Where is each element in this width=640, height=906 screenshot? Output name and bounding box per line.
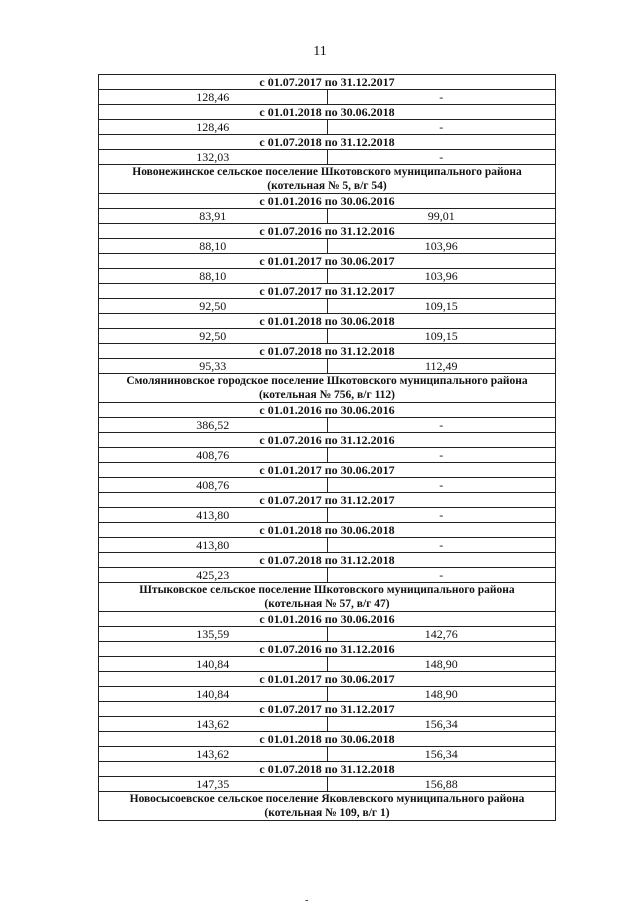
period-row <box>99 672 556 687</box>
region-title: (котельная № 5, в/г 54) <box>99 179 556 194</box>
tariff-value-1: 147,35 <box>99 777 328 792</box>
period-label: с 01.01.2017 по 30.06.2017 <box>99 254 556 269</box>
tariff-table-body <box>99 75 556 821</box>
period-row <box>99 254 556 269</box>
period-label: с 01.07.2017 по 31.12.2017 <box>99 75 556 90</box>
tariff-value-1: 140,84 <box>99 657 328 672</box>
tariff-values-row <box>99 269 556 284</box>
tariff-values-row <box>99 359 556 374</box>
tariff-value-2: 109,15 <box>327 329 556 344</box>
tariff-value-1: 132,03 <box>99 150 328 165</box>
tariff-values-row <box>99 568 556 583</box>
tariff-value-2: 156,34 <box>327 747 556 762</box>
tariff-value-2: 142,76 <box>327 627 556 642</box>
tariff-value-1: 408,76 <box>99 478 328 493</box>
period-label: с 01.07.2016 по 31.12.2016 <box>99 642 556 657</box>
tariff-values-row <box>99 120 556 135</box>
period-row <box>99 194 556 209</box>
tariff-value-2: 99,01 <box>327 209 556 224</box>
period-row <box>99 732 556 747</box>
period-row <box>99 762 556 777</box>
period-row <box>99 433 556 448</box>
period-row <box>99 224 556 239</box>
period-row <box>99 75 556 90</box>
period-label: с 01.07.2017 по 31.12.2017 <box>99 493 556 508</box>
tariff-value-2: 148,90 <box>327 657 556 672</box>
tariff-value-2: 156,34 <box>327 717 556 732</box>
period-row <box>99 344 556 359</box>
period-row <box>99 553 556 568</box>
tariff-values-row <box>99 747 556 762</box>
period-row <box>99 612 556 627</box>
tariff-value-1: 386,52 <box>99 418 328 433</box>
region-title: Новосысоевское сельское поселение Яковлевского муниципального района <box>99 792 556 807</box>
tariff-values-row <box>99 329 556 344</box>
tariff-value-2: - <box>327 90 556 105</box>
tariff-value-1: 92,50 <box>99 299 328 314</box>
tariff-value-1: 88,10 <box>99 239 328 254</box>
region-header-row <box>99 374 556 389</box>
region-title: Штыковское сельское поселение Шкотовского муниципального района <box>99 583 556 598</box>
region-header-row <box>99 597 556 612</box>
tariff-values-row <box>99 209 556 224</box>
region-header-row <box>99 388 556 403</box>
tariff-values-row <box>99 777 556 792</box>
period-label: с 01.07.2016 по 31.12.2016 <box>99 433 556 448</box>
tariff-values-row <box>99 448 556 463</box>
tariff-values-row <box>99 508 556 523</box>
period-row <box>99 314 556 329</box>
tariff-value-2: 103,96 <box>327 269 556 284</box>
tariff-value-2: - <box>327 418 556 433</box>
period-label: с 01.07.2016 по 31.12.2016 <box>99 224 556 239</box>
region-title: (котельная № 57, в/г 47) <box>99 597 556 612</box>
region-header-row <box>99 792 556 807</box>
tariff-values-row <box>99 478 556 493</box>
period-label: с 01.01.2017 по 30.06.2017 <box>99 672 556 687</box>
tariff-value-2: - <box>327 508 556 523</box>
tariff-value-2: 103,96 <box>327 239 556 254</box>
tariff-value-2: 109,15 <box>327 299 556 314</box>
period-row <box>99 702 556 717</box>
tariff-value-1: 95,33 <box>99 359 328 374</box>
tariff-value-2: 112,49 <box>327 359 556 374</box>
tariff-value-2: 148,90 <box>327 687 556 702</box>
period-row <box>99 493 556 508</box>
period-row <box>99 135 556 150</box>
region-header-row <box>99 165 556 180</box>
tariff-value-2: - <box>327 150 556 165</box>
tariff-value-2: - <box>327 538 556 553</box>
tariff-values-row <box>99 418 556 433</box>
tariff-value-1: 413,80 <box>99 508 328 523</box>
period-label: с 01.07.2017 по 31.12.2017 <box>99 702 556 717</box>
region-title: Новонежинское сельское поселение Шкотовского муниципального района <box>99 165 556 180</box>
tariff-value-1: 408,76 <box>99 448 328 463</box>
region-title: (котельная № 109, в/г 1) <box>99 806 556 821</box>
period-label: с 01.07.2017 по 31.12.2017 <box>99 284 556 299</box>
tariff-values-row <box>99 717 556 732</box>
period-label: с 01.01.2016 по 30.06.2016 <box>99 403 556 418</box>
period-row <box>99 523 556 538</box>
tariff-values-row <box>99 687 556 702</box>
tariff-value-1: 83,91 <box>99 209 328 224</box>
tariff-value-1: 128,46 <box>99 120 328 135</box>
tariff-value-1: 128,46 <box>99 90 328 105</box>
period-label: с 01.01.2018 по 30.06.2018 <box>99 732 556 747</box>
period-label: с 01.01.2016 по 30.06.2016 <box>99 194 556 209</box>
tariff-values-row <box>99 657 556 672</box>
region-title: (котельная № 756, в/г 112) <box>99 388 556 403</box>
period-row <box>99 463 556 478</box>
tariff-values-row <box>99 90 556 105</box>
tariff-value-2: - <box>327 478 556 493</box>
region-title: Смоляниновское городское поселение Шкотовского муниципального района <box>99 374 556 389</box>
tariff-value-2: - <box>327 448 556 463</box>
tariff-values-row <box>99 299 556 314</box>
period-label: с 01.01.2016 по 30.06.2016 <box>99 612 556 627</box>
period-row <box>99 105 556 120</box>
period-label: с 01.07.2018 по 31.12.2018 <box>99 135 556 150</box>
period-label: с 01.01.2018 по 30.06.2018 <box>99 523 556 538</box>
tariff-value-1: 140,84 <box>99 687 328 702</box>
tariff-values-row <box>99 538 556 553</box>
tariff-values-row <box>99 150 556 165</box>
tariff-value-1: 88,10 <box>99 269 328 284</box>
period-label: с 01.07.2018 по 31.12.2018 <box>99 762 556 777</box>
period-row <box>99 284 556 299</box>
tariff-value-2: - <box>327 568 556 583</box>
tariff-value-2: - <box>327 120 556 135</box>
bottom-mark: - <box>305 895 309 906</box>
tariff-value-1: 92,50 <box>99 329 328 344</box>
period-label: с 01.01.2018 по 30.06.2018 <box>99 105 556 120</box>
tariff-value-1: 413,80 <box>99 538 328 553</box>
period-label: с 01.07.2018 по 31.12.2018 <box>99 344 556 359</box>
tariff-value-1: 143,62 <box>99 717 328 732</box>
period-label: с 01.01.2017 по 30.06.2017 <box>99 463 556 478</box>
period-row <box>99 642 556 657</box>
region-header-row <box>99 583 556 598</box>
tariff-values-row <box>99 239 556 254</box>
tariff-value-1: 143,62 <box>99 747 328 762</box>
period-label: с 01.01.2018 по 30.06.2018 <box>99 314 556 329</box>
tariff-value-1: 425,23 <box>99 568 328 583</box>
tariff-value-2: 156,88 <box>327 777 556 792</box>
region-header-row <box>99 179 556 194</box>
tariff-value-1: 135,59 <box>99 627 328 642</box>
tariff-table <box>98 74 556 821</box>
tariff-values-row <box>99 627 556 642</box>
period-label: с 01.07.2018 по 31.12.2018 <box>99 553 556 568</box>
region-header-row <box>99 806 556 821</box>
page-number: 11 <box>313 44 327 59</box>
period-row <box>99 403 556 418</box>
